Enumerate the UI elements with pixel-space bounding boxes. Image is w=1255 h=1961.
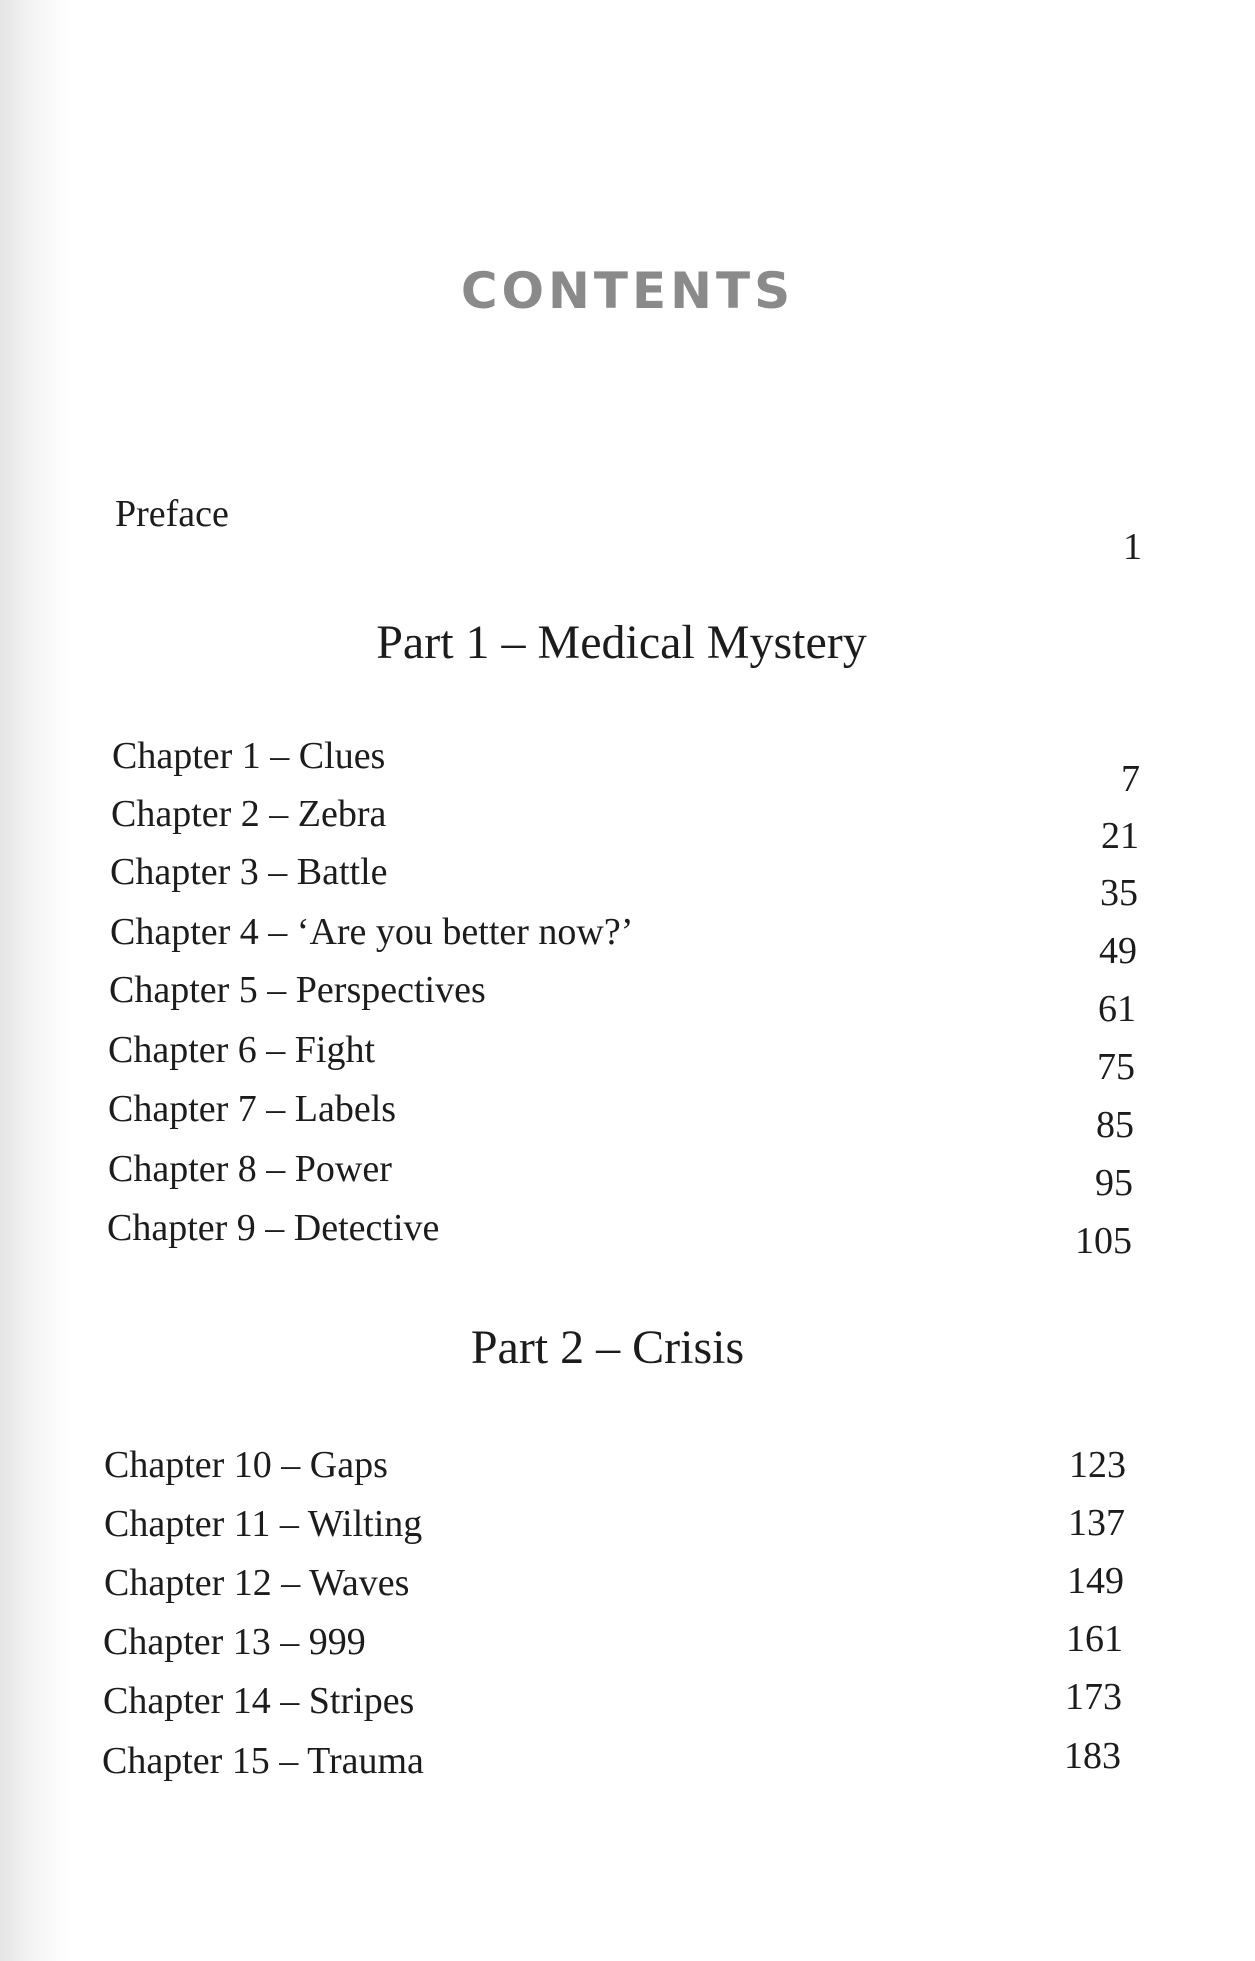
toc-entry-chapter: Chapter 12 – Waves: [104, 1562, 410, 1604]
toc-entry-chapter: Chapter 2 – Zebra: [111, 793, 387, 835]
toc-page-number: 95: [1095, 1162, 1133, 1204]
toc-page-number: 49: [1099, 930, 1137, 972]
toc-entry-chapter: Chapter 7 – Labels: [108, 1088, 397, 1130]
part-1-title: Part 1 – Medical Mystery: [376, 616, 867, 669]
toc-page-number: 75: [1097, 1046, 1135, 1088]
toc-page-number: 183: [1064, 1735, 1121, 1777]
toc-entry-chapter: Chapter 10 – Gaps: [104, 1444, 388, 1486]
part-2-title: Part 2 – Crisis: [470, 1321, 745, 1374]
toc-entry-chapter: Chapter 4 – ‘Are you better now?’: [110, 911, 634, 953]
toc-entry-chapter: Chapter 3 – Battle: [110, 851, 388, 893]
toc-entry-chapter: Chapter 11 – Wilting: [104, 1503, 423, 1545]
toc-page-number: 61: [1098, 988, 1136, 1030]
toc-entry-chapter: Chapter 6 – Fight: [108, 1029, 376, 1071]
toc-page-preface: 1: [1123, 526, 1142, 568]
toc-entry-chapter: Chapter 9 – Detective: [107, 1207, 440, 1249]
toc-entry-chapter: Chapter 8 – Power: [108, 1148, 392, 1190]
toc-entry-chapter: Chapter 13 – 999: [103, 1621, 366, 1663]
toc-page-number: 105: [1075, 1220, 1132, 1262]
toc-page-number: 21: [1101, 815, 1139, 857]
toc-entry-chapter: Chapter 14 – Stripes: [103, 1680, 415, 1722]
toc-page-number: 123: [1069, 1444, 1126, 1486]
toc-page-number: 161: [1066, 1618, 1123, 1660]
toc-page-number: 137: [1068, 1502, 1125, 1544]
toc-entry-chapter: Chapter 15 – Trauma: [102, 1740, 424, 1782]
toc-entry-chapter: Chapter 5 – Perspectives: [109, 969, 486, 1011]
toc-page-number: 85: [1096, 1104, 1134, 1146]
toc-page-number: 173: [1065, 1676, 1122, 1718]
toc-page-number: 149: [1067, 1560, 1124, 1602]
toc-entry-preface: Preface: [115, 493, 229, 535]
contents-heading: CONTENTS: [460, 262, 795, 320]
toc-page-number: 35: [1100, 872, 1138, 914]
toc-page-number: 7: [1121, 758, 1140, 800]
toc-entry-chapter: Chapter 1 – Clues: [112, 735, 386, 777]
